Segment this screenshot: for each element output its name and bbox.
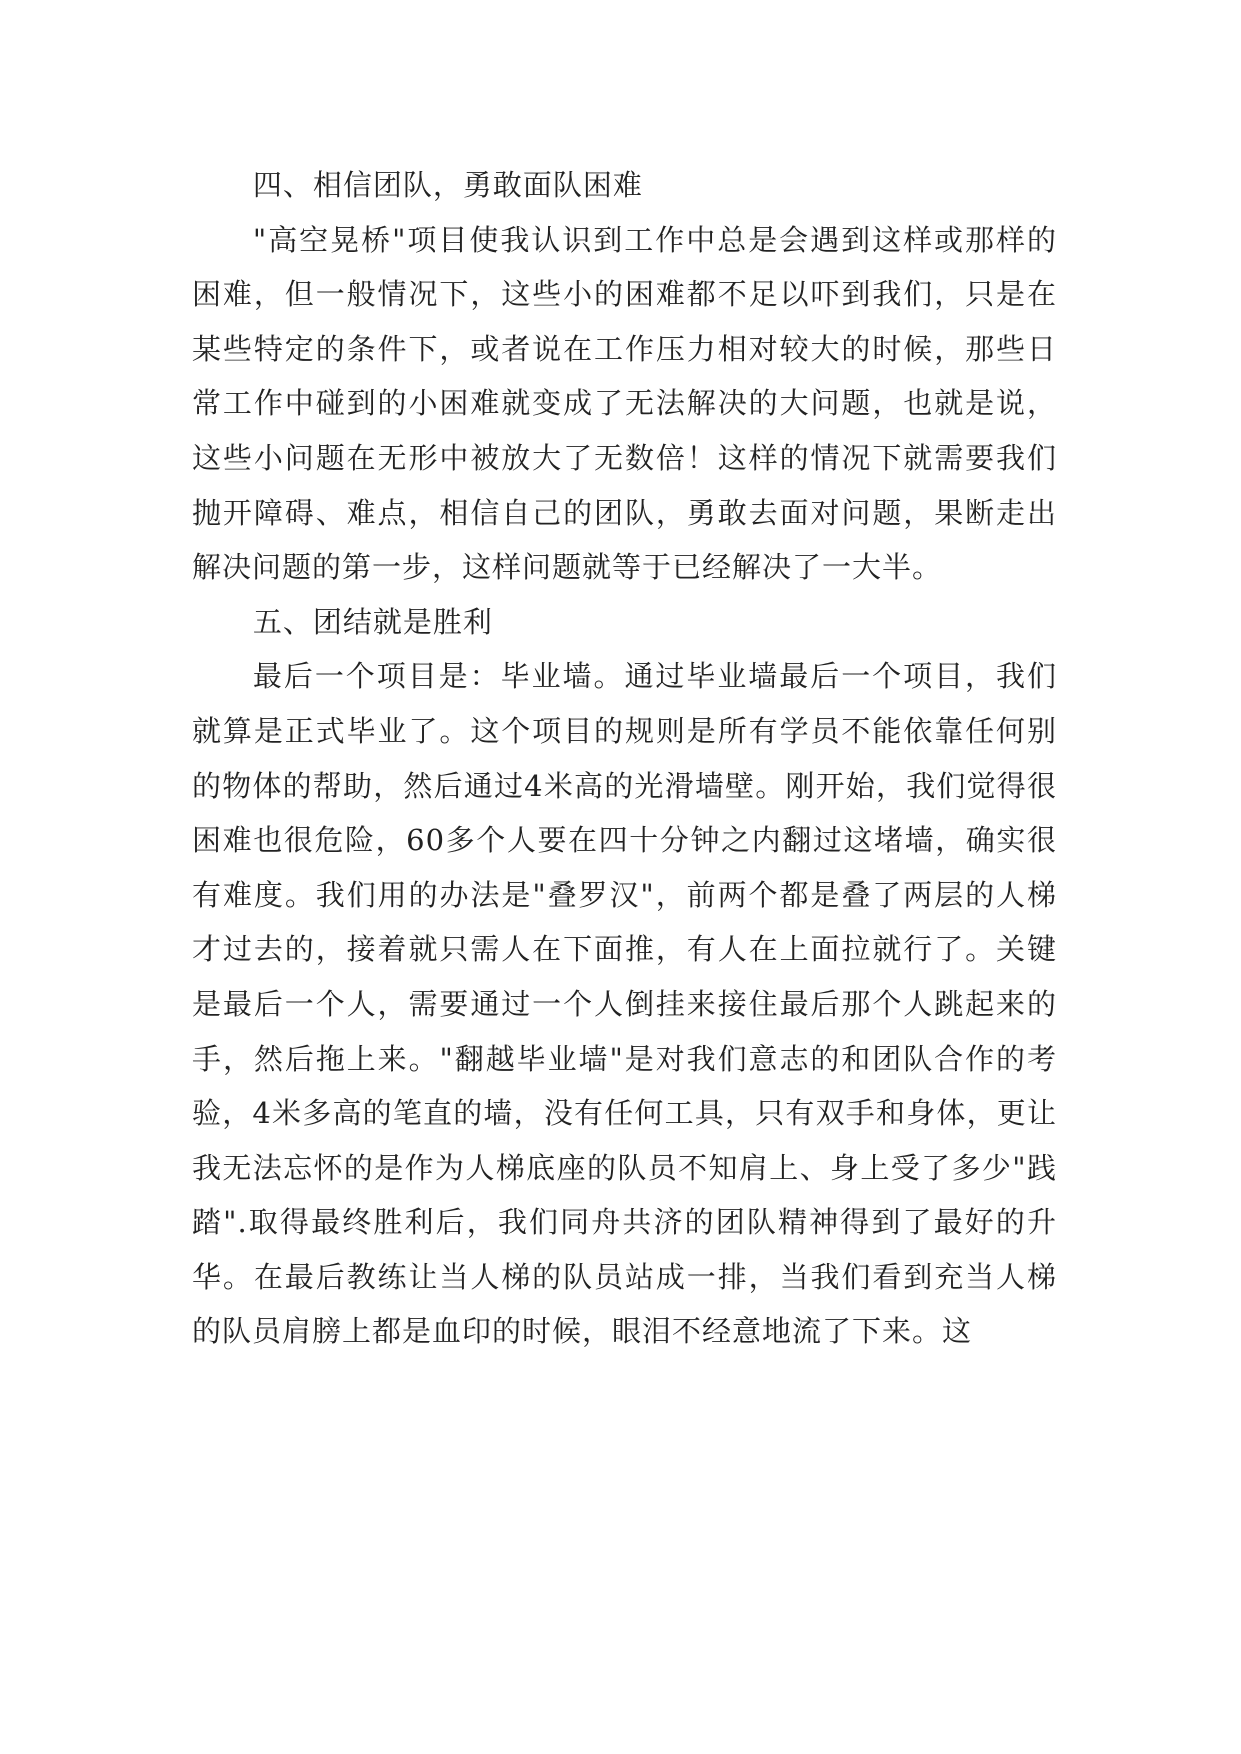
paragraph-high-bridge: "高空晃桥"项目使我认识到工作中总是会遇到这样或那样的困难，但一般情况下，这些小的困难都不足以吓到我们，只是在某些特定的条件下，或者说在工作压力相对较大的时候，那些日常工作中碰到的小困难就变成了无法解决的大问题，也就是说，这些小问题在无形中被放大了无数倍！这样的情况下就需要我们抛开障碍、难点，相信自己的团队，勇敢去面对问题，果断走出解决问题的第一步，这样问题就等于已经解决了一大半。 [192, 222, 1057, 585]
document-body [192, 158, 1057, 1359]
section-heading-five: 五、团结就是胜利 [252, 604, 493, 639]
paragraph-graduation-wall: 最后一个项目是：毕业墙。通过毕业墙最后一个项目，我们就算是正式毕业了。这个项目的规则是所有学员不能依靠任何别的物体的帮助，然后通过4米高的光滑墙壁。刚开始，我们觉得很困难也很危险，60多个人要在四十分钟之内翻过这堵墙，确实很有难度。我们用的办法是"叠罗汉"，前两个都是叠了两层的人梯才过去的，接着就只需人在下面推，有人在上面拉就行了。关键是最后一个人，需要通过一个人倒挂来接住最后那个人跳起来的手，然后拖上来。"翻越毕业墙"是对我们意志的和团队合作的考验，4米多高的笔直的墙，没有任何工具，只有双手和身体，更让我无法忘怀的是作为人梯底座的队员不知肩上、身上受了多少"践踏".取得最终胜利后，我们同舟共济的团队精神得到了最好的升华。在最后教练让当人梯的队员站成一排，当我们看到充当人梯的队员肩膀上都是血印的时候，眼泪不经意地流了下来。这 [192, 659, 1057, 1349]
section-heading-four: 四、相信团队，勇敢面队困难 [252, 168, 643, 202]
